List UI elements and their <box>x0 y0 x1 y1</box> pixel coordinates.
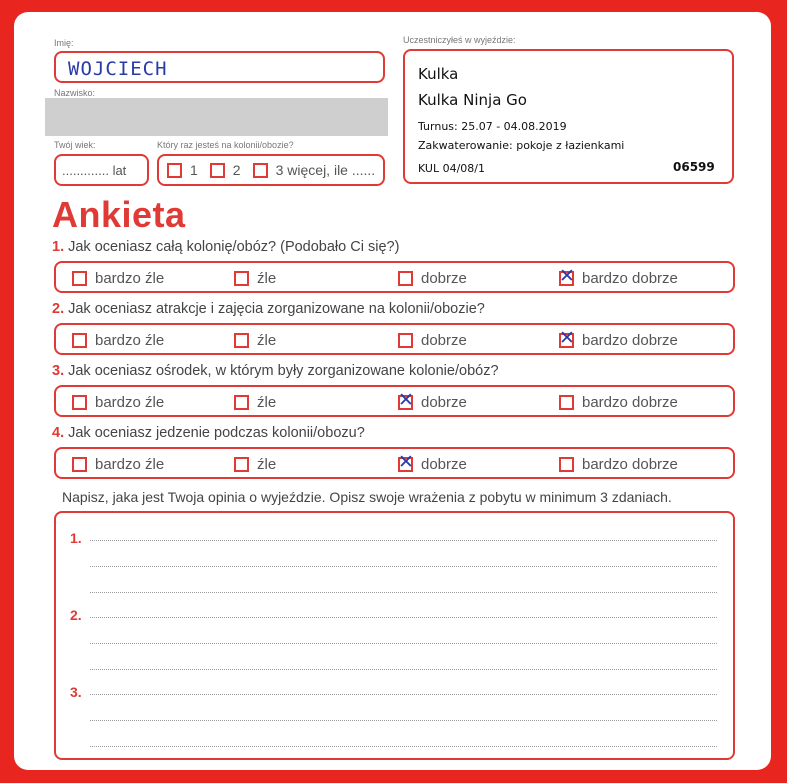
age-field[interactable] <box>54 154 149 186</box>
trip-info-box <box>403 49 734 184</box>
times-option-3: 3 więcej, ile ...... <box>275 162 376 178</box>
answer-option[interactable] <box>398 332 467 349</box>
question-text: Jak oceniasz całą kolonię/obóz? (Podobało Ci się?) <box>64 239 400 255</box>
trip-code: KUL 04/08/1 <box>418 162 485 175</box>
answer-checkbox[interactable] <box>398 271 413 286</box>
surname-label: Nazwisko: <box>54 88 96 98</box>
times-option-2: 2 <box>232 162 241 178</box>
answer-checkbox[interactable] <box>559 395 574 410</box>
answer-label: bardzo źle <box>95 270 165 287</box>
question-1 <box>52 239 399 255</box>
opinion-number-2: 2. <box>70 607 82 623</box>
answer-label: źle <box>257 456 277 473</box>
age-label: Twój wiek: <box>54 140 96 150</box>
answer-checkbox[interactable] <box>234 333 249 348</box>
survey-title: Ankieta <box>52 194 186 235</box>
answer-label: źle <box>257 270 277 287</box>
answer-row-2 <box>54 323 735 355</box>
answer-checkbox[interactable] <box>398 451 414 473</box>
opinion-number-1: 1. <box>70 530 82 546</box>
check-mark-icon: ✕ <box>559 265 575 287</box>
opinion-prompt: Napisz, jaka jest Twoja opinia o wyjeździe. Opisz swoje wrażenia z pobytu w minimum 3 zdaniach. <box>62 489 672 505</box>
name-label: Imię: <box>54 38 74 48</box>
question-number: 3. <box>52 363 65 379</box>
times-checkbox-3[interactable] <box>253 163 268 178</box>
opinion-box[interactable] <box>54 511 735 760</box>
times-checkbox-2[interactable] <box>210 163 225 178</box>
answer-label: bardzo dobrze <box>582 394 678 411</box>
opinion-number-3: 3. <box>70 684 82 700</box>
answer-label: bardzo dobrze <box>582 332 678 349</box>
question-number: 1. <box>52 239 65 255</box>
trip-number: 06599 <box>673 160 715 174</box>
answer-label: bardzo źle <box>95 332 165 349</box>
check-mark-icon: ✕ <box>398 451 414 473</box>
answer-option[interactable] <box>72 394 164 411</box>
answer-checkbox[interactable] <box>72 395 87 410</box>
answer-label: bardzo dobrze <box>582 270 678 287</box>
answer-label: bardzo dobrze <box>582 456 678 473</box>
answer-option[interactable] <box>234 332 276 349</box>
name-field[interactable] <box>54 51 385 83</box>
answer-checkbox[interactable] <box>234 457 249 472</box>
times-label: Który raz jesteś na kolonii/obozie? <box>157 140 294 150</box>
trip-turnus: Turnus: 25.07 - 04.08.2019 <box>418 120 567 133</box>
question-text: Jak oceniasz jedzenie podczas kolonii/obozu? <box>64 425 365 441</box>
answer-row-1 <box>54 261 735 293</box>
answer-label: źle <box>257 332 277 349</box>
answer-label: dobrze <box>421 456 467 473</box>
answer-checkbox[interactable] <box>398 333 413 348</box>
answer-checkbox[interactable] <box>72 457 87 472</box>
question-2 <box>52 301 485 317</box>
trip-label: Uczestniczyłeś w wyjeździe: <box>403 35 516 45</box>
trip-accommodation: Zakwaterowanie: pokoje z łazienkami <box>418 139 625 152</box>
opinion-line <box>90 643 717 644</box>
check-mark-icon: ✕ <box>398 389 414 411</box>
trip-name-2: Kulka Ninja Go <box>418 91 527 109</box>
answer-option[interactable] <box>559 394 678 411</box>
answer-option[interactable] <box>234 394 276 411</box>
answer-option[interactable] <box>72 332 164 349</box>
answer-option[interactable] <box>398 270 467 287</box>
answer-checkbox[interactable] <box>559 265 575 287</box>
answer-checkbox[interactable] <box>234 395 249 410</box>
question-number: 4. <box>52 425 65 441</box>
opinion-line <box>90 592 717 593</box>
question-text: Jak oceniasz atrakcje i zajęcia zorganizowane na kolonii/obozie? <box>64 301 485 317</box>
opinion-line <box>90 669 717 670</box>
times-checkbox-1[interactable] <box>167 163 182 178</box>
answer-option[interactable] <box>234 270 276 287</box>
answer-checkbox[interactable] <box>559 327 575 349</box>
opinion-line <box>90 746 717 747</box>
opinion-line <box>90 617 717 618</box>
answer-checkbox[interactable] <box>72 271 87 286</box>
answer-label: bardzo źle <box>95 394 165 411</box>
answer-checkbox[interactable] <box>559 457 574 472</box>
opinion-line <box>90 540 717 541</box>
answer-label: źle <box>257 394 277 411</box>
opinion-line <box>90 720 717 721</box>
question-number: 2. <box>52 301 65 317</box>
answer-label: bardzo źle <box>95 456 165 473</box>
opinion-line <box>90 694 717 695</box>
answer-option[interactable] <box>559 327 678 349</box>
answer-checkbox[interactable] <box>234 271 249 286</box>
answer-label: dobrze <box>421 332 467 349</box>
answer-checkbox[interactable] <box>72 333 87 348</box>
answer-option[interactable] <box>398 389 467 411</box>
question-3 <box>52 363 499 379</box>
answer-option[interactable] <box>559 265 678 287</box>
answer-label: dobrze <box>421 394 467 411</box>
question-4 <box>52 425 365 441</box>
answer-option[interactable] <box>234 456 276 473</box>
answer-option[interactable] <box>398 451 467 473</box>
name-value: WOJCIECH <box>68 58 168 80</box>
check-mark-icon: ✕ <box>559 327 575 349</box>
times-field <box>157 154 385 186</box>
answer-option[interactable] <box>72 456 164 473</box>
answer-row-4 <box>54 447 735 479</box>
answer-row-3 <box>54 385 735 417</box>
trip-name-1: Kulka <box>418 65 459 83</box>
opinion-line <box>90 566 717 567</box>
answer-label: dobrze <box>421 270 467 287</box>
surname-redacted-field[interactable] <box>45 98 388 136</box>
times-option-1: 1 <box>190 162 198 178</box>
age-placeholder: ............. lat <box>62 163 127 178</box>
answer-checkbox[interactable] <box>398 389 414 411</box>
question-text: Jak oceniasz ośrodek, w którym były zorganizowane kolonie/obóz? <box>64 363 499 379</box>
answer-option[interactable] <box>72 270 164 287</box>
answer-option[interactable] <box>559 456 678 473</box>
